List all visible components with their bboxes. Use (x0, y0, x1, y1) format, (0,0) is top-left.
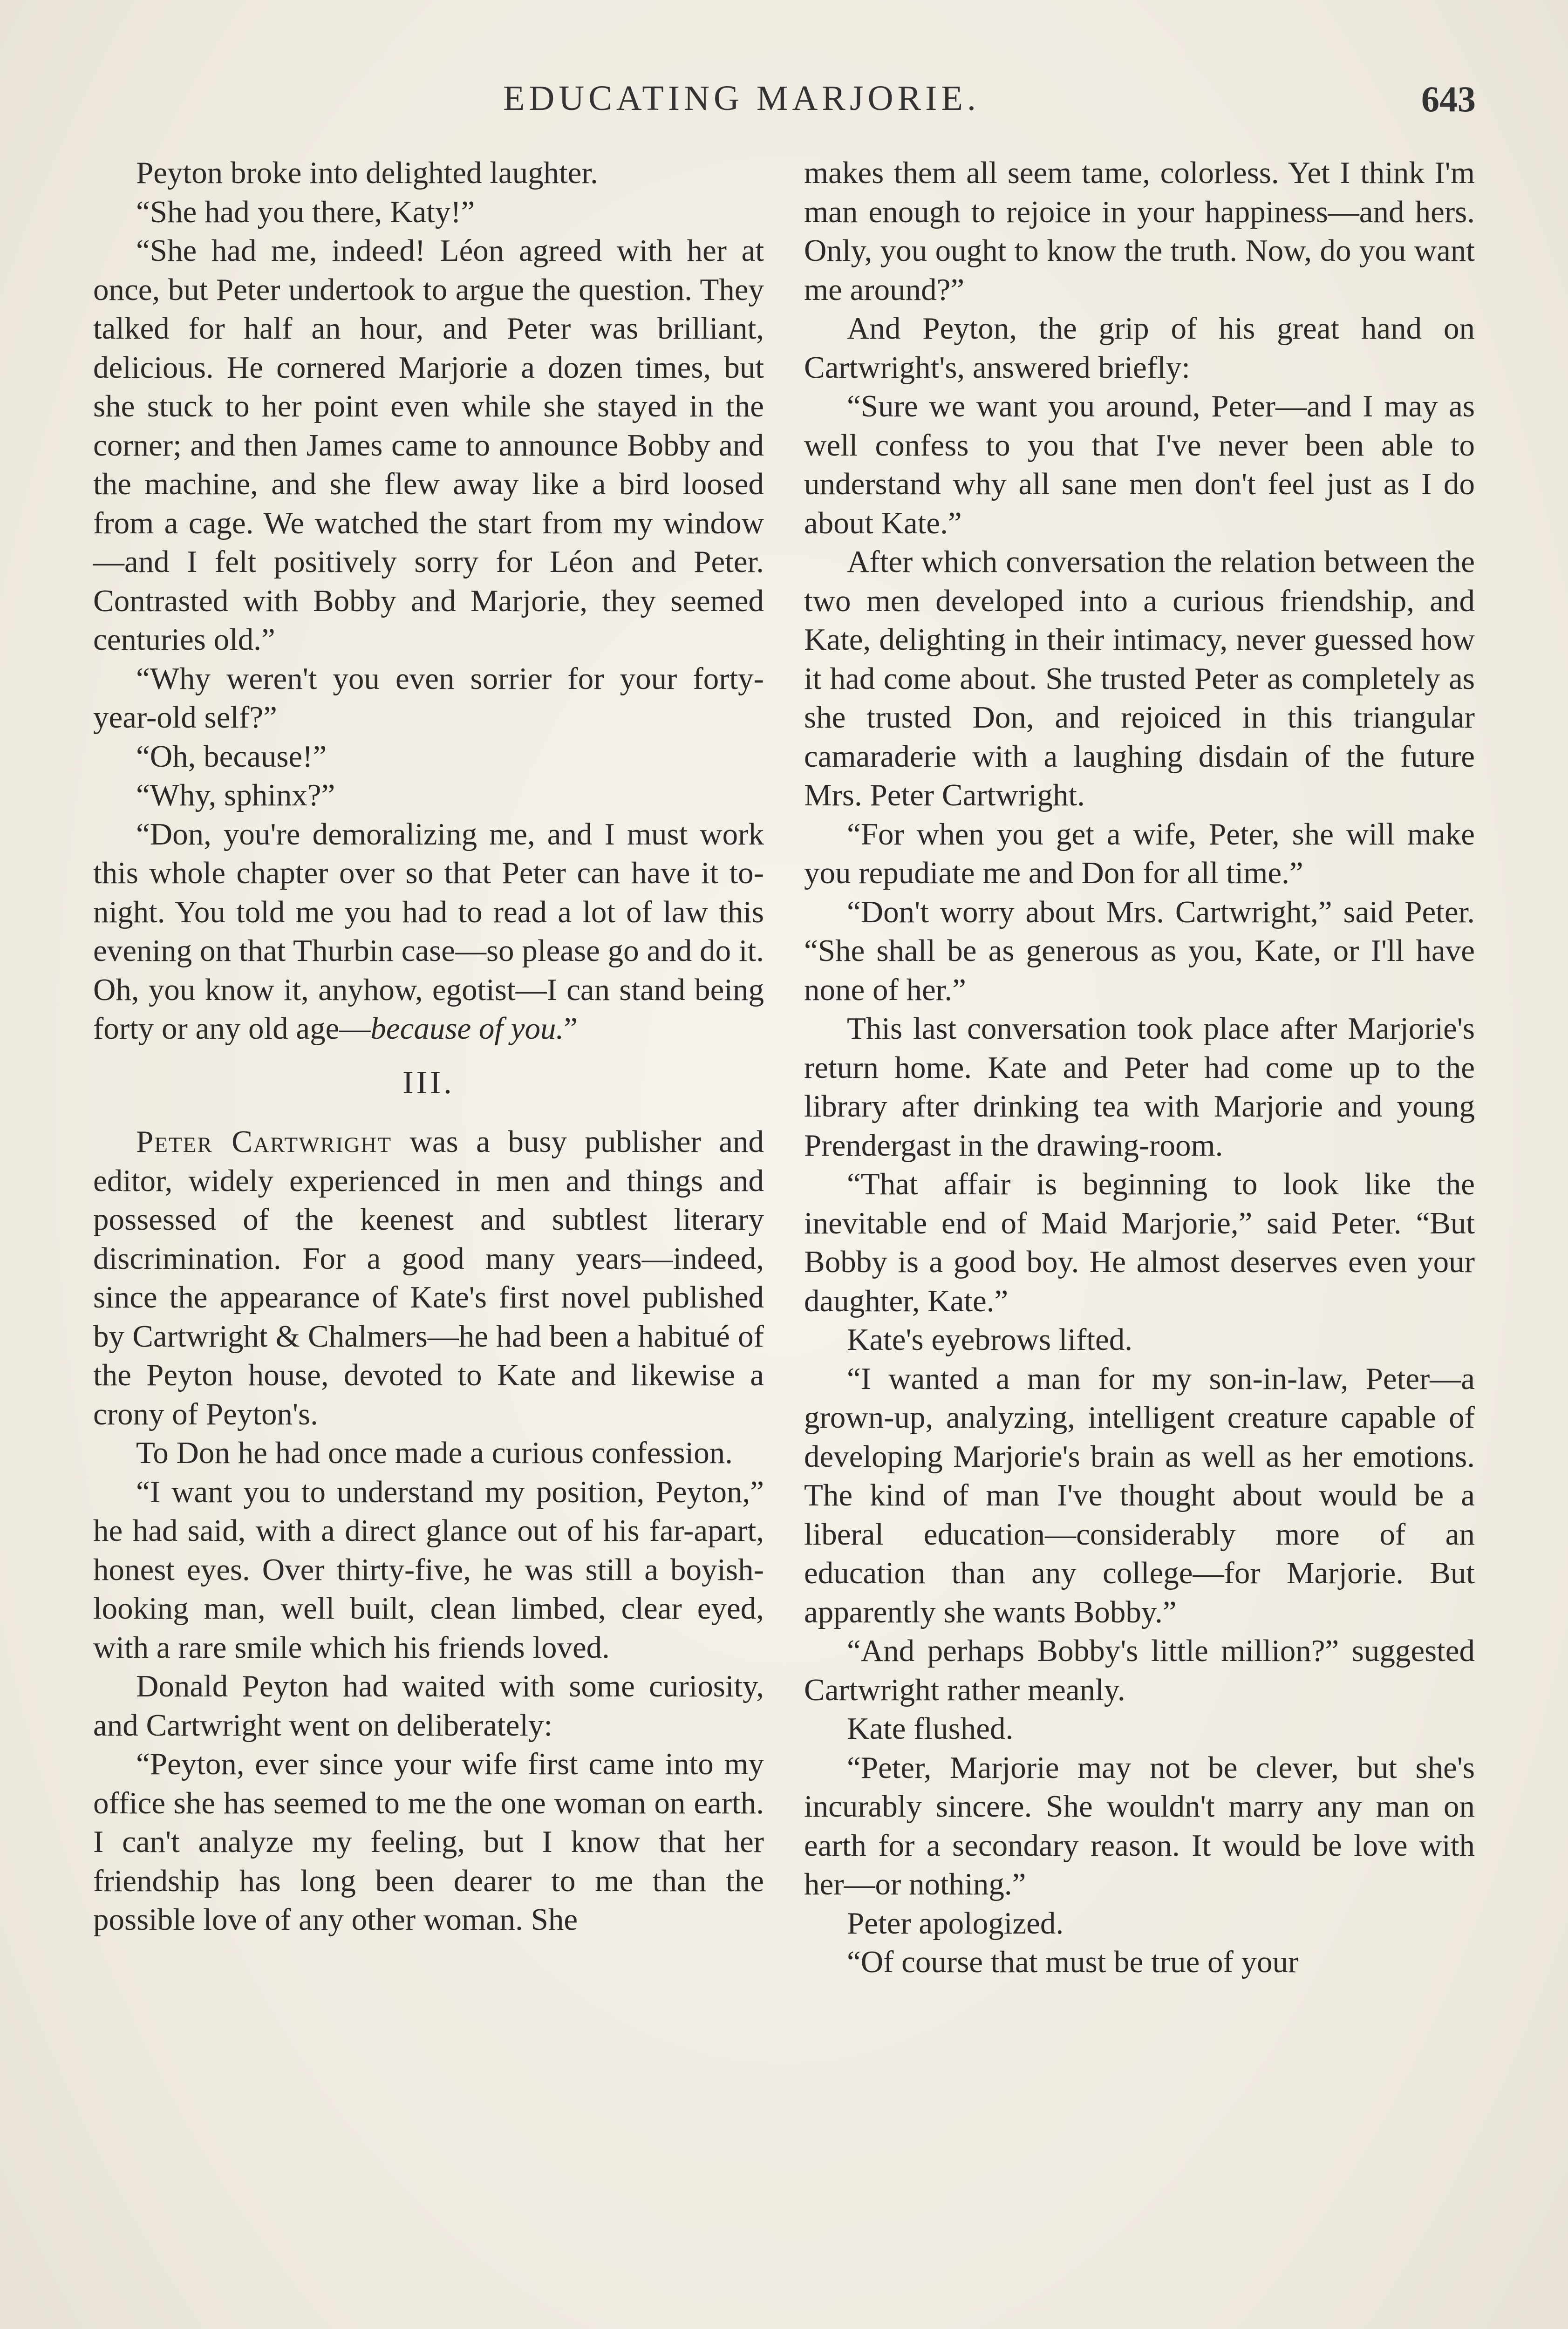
paragraph-continued: makes them all seem tame, colorless. Yet I think I'm man enough to rejoice in your happiness—and hers. Only, you ought to know the truth. Now, do you want me around?” (804, 156, 1475, 307)
running-title: EDUCATING MARJORIE. (503, 79, 980, 118)
paragraph: This last conversation took place after Marjorie's return home. Kate and Peter had come up to the library after drinking tea with Marjorie and young Prendergast in the drawing-room. (804, 1011, 1475, 1163)
paragraph: “Peyton, ever since your wife first came into my office she has seemed to me the one woman on earth. I can't analyze my feeling, but I know that her friendship has long been dearer to me than the possible love of any other woman. She (93, 1747, 764, 1937)
page-number: 643 (1421, 79, 1476, 119)
paragraph: Kate's eyebrows lifted. (847, 1322, 1133, 1357)
left-column (93, 154, 764, 1940)
emphasized-text: because of you. (370, 1011, 564, 1046)
character-name: Peter Cartwright (136, 1124, 392, 1159)
paragraph: “That affair is beginning to look like the inevitable end of Maid Marjorie,” said Peter. “But Bobby is a good boy. He almost deserves even your daughter, Kate.” (804, 1167, 1475, 1318)
paragraph: After which conversation the relation between the two men developed into a curious friendship, and Kate, delighting in their intimacy, never guessed how it had come about. She trusted Peter as completely as she trusted Don, and rejoiced in this triangular camaraderie with a laughing disdain of the future Mrs. Peter Cartwright. (804, 545, 1475, 812)
section-heading: III. (402, 1064, 455, 1101)
paragraph: “For when you get a wife, Peter, she will make you repudiate me and Don for all time.” (804, 817, 1475, 890)
paragraph (93, 1123, 764, 1434)
right-column (804, 154, 1475, 1982)
paragraph: Peyton broke into delighted laughter. (136, 156, 598, 190)
paragraph: To Don he had once made a curious confession. (136, 1436, 733, 1470)
paragraph: “She had me, indeed! Léon agreed with her at once, but Peter undertook to argue the question. They talked for half an hour, and Peter was brilliant, delicious. He cornered Marjorie a dozen times, but she stuck to her point even while she stayed in the corner; and then James came to announce Bobby and the machine, and she flew away like a bird loosed from a cage. We watched the start from my window—and I felt positively sorry for Léon and Peter. Contrasted with Bobby and Marjorie, they seemed centuries old.” (93, 233, 764, 657)
paragraph: “I want you to understand my position, Peyton,” he had said, with a direct glance out of his far-apart, honest eyes. Over thirty-five, he was still a boyish-looking man, well built, clean limbed, clear eyed, with a rare smile which his friends loved. (93, 1474, 764, 1665)
paragraph-text: was a busy publisher and editor, widely experienced in men and things and possessed of the keenest and subtlest literary discrimination. For a good many years—indeed, since the appearance of Kate's first novel published by Cartwright & Chalmers—he had been a habitué of the Peyton house, devoted to Kate and likewise a crony of Peyton's. (93, 1124, 764, 1431)
paragraph: And Peyton, the grip of his great hand on Cartwright's, answered briefly: (804, 311, 1475, 385)
paragraph: “Oh, because!” (136, 739, 327, 774)
paragraph: Donald Peyton had waited with some curiosity, and Cartwright went on deliberately: (93, 1669, 764, 1743)
paragraph-text: “Don, you're demoralizing me, and I must work this whole chapter over so that Peter can have it to-night. You told me you had to read a lot of law this evening on that Thurbin case—so please go and do it. Oh, you know it, anyhow, egotist—I can stand being forty or any old age— (93, 817, 764, 1046)
paragraph: Kate flushed. (847, 1711, 1014, 1746)
paragraph: “And perhaps Bobby's little million?” suggested Cartwright rather meanly. (804, 1634, 1475, 1707)
paragraph: “Why, sphinx?” (136, 778, 335, 812)
paragraph (93, 815, 764, 1049)
paragraph: “Of course that must be true of your (847, 1945, 1299, 1979)
paragraph: “Why weren't you even sorrier for your forty-year-old self?” (93, 661, 764, 735)
paragraph: “Peter, Marjorie may not be clever, but she's incurably sincere. She wouldn't marry any man on earth for a secondary reason. It would be love with her—or nothing.” (804, 1750, 1475, 1901)
paragraph: “I wanted a man for my son-in-law, Peter—a grown-up, analyzing, intelligent creature capable of developing Marjorie's brain as well as her emotions. The kind of man I've thought about would be a liberal education—considerably more of an education than any college—for Marjorie. But apparently she wants Bobby.” (804, 1361, 1475, 1629)
paragraph: “Sure we want you around, Peter—and I may as well confess to you that I've never been able to understand why all sane men don't feel just as I do about Kate.” (804, 389, 1475, 540)
paragraph: “She had you there, Katy!” (136, 194, 475, 229)
closing-quote: ” (564, 1011, 578, 1046)
paragraph: Peter apologized. (847, 1906, 1064, 1941)
paragraph: “Don't worry about Mrs. Cartwright,” said Peter. “She shall be as generous as you, Kate, or I'll have none of her.” (804, 894, 1475, 1007)
